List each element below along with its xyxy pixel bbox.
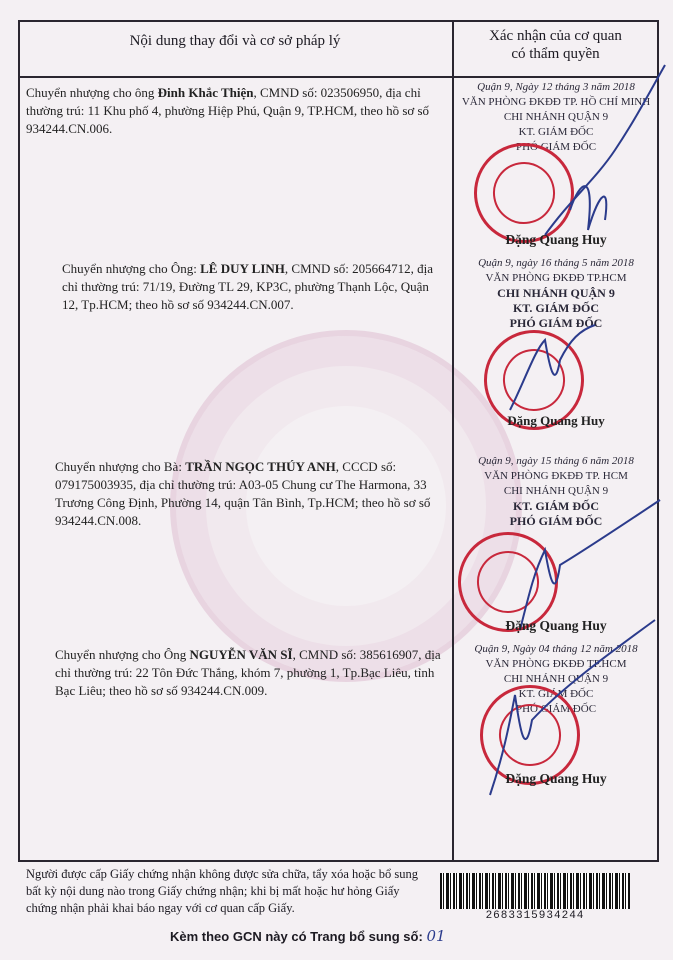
header-confirm-line1: Xác nhận của cơ quan [489,28,622,44]
entry-4-name: NGUYỄN VĂN SĨ [189,647,293,662]
header-content-column: Nội dung thay đổi và cơ sở pháp lý [129,33,341,49]
entry-2-signer: Đặng Quang Huy [507,413,605,428]
entry-1-name: Đinh Khắc Thiện [157,85,254,100]
supplement-page-line [170,927,446,945]
entry-1-signer: Đặng Quang Huy [505,232,607,247]
entry-3-signer: Đặng Quang Huy [505,618,607,633]
entry-4-signer: Đặng Quang Huy [505,771,607,786]
supplement-label: Kèm theo GCN này có Trang bổ sung số: [170,929,423,944]
entry-1-text: Chuyển nhượng cho ông Đinh Khắc Thiện, CMND số: 023506950, địa chỉ thường trú: 11 Khu phố 4, phường Hiệp Phú, Quận 9, TP.HCM, theo hồ sơ số 934244.CN.006. [26,85,430,136]
barcode [440,873,630,909]
barcode-number: 2683315934244 [485,910,585,922]
usage-note: Người được cấp Giấy chứng nhận không được sửa chữa, tẩy xóa hoặc bổ sung bất kỳ nội dung nào trong Giấy chứng nhận; khi bị mất hoặc hư hỏng Giấy chứng nhận phải khai báo ngay với cơ quan cấp Giấy. [26,867,418,915]
signature-1 [540,60,670,250]
header-confirm-column [454,27,657,63]
column-divider [452,20,454,860]
signature-2 [500,300,600,420]
entry-1-confirmation: Quận 9, Ngày 12 tháng 3 năm 2018 VĂN PHÒNG ĐKĐĐ TP. HỒ CHÍ MINH CHI NHÁNH QUẬN 9 KT. GIÁM ĐỐC PHÓ GIÁM ĐỐC [461,81,651,153]
entry-3-text: Chuyển nhượng cho Bà: TRẦN NGỌC THÚY ANH, CCCD số: 079175003935, địa chỉ thường trú: A03-05 Chung cư The Harmona, 33 Trương Công Định, Phường 14, quận Tân Bình, Tp.HCM; theo hồ sơ số 934244.CN.008. [55,459,431,528]
supplement-number: 01 [426,927,446,945]
entry-3-name: TRẦN NGỌC THÚY ANH [185,459,336,474]
entry-2-text: Chuyển nhượng cho Ông: LÊ DUY LINH, CMND số: 205664712, địa chỉ thường trú: 71/19, Đường TL 29, KP3C, phường Thạnh Lộc, Quận 12, Tp.HCM; theo hồ sơ số 934244.CN.007. [62,261,433,312]
entry-3-confirmation: Quận 9, ngày 15 tháng 6 năm 2018 VĂN PHÒNG ĐKĐĐ TP. HCM CHI NHÁNH QUẬN 9 KT. GIÁM ĐỐC PHÓ GIÁM ĐỐC [478,455,634,528]
entry-4-text: Chuyển nhượng cho Ông NGUYỄN VĂN SĨ, CMND số: 385616907, địa chỉ thường trú: 22 Tôn Đức Thắng, khóm 7, phường 1, Tp.Bạc Liêu, tỉnh Bạc Liêu; theo hồ sơ số 934244.CN.009. [55,647,441,698]
header-confirm-line2: có thẩm quyền [511,46,600,62]
entry-2-name: LÊ DUY LINH [200,261,285,276]
entry-4-confirmation: Quận 9, Ngày 04 tháng 12 năm 2018 VĂN PHÒNG ĐKĐĐ TP.HCM CHI NHÁNH QUẬN 9 KT. GIÁM ĐỐC PHÓ GIÁM ĐỐC [474,643,638,715]
entry-2-confirmation: Quận 9, ngày 16 tháng 5 năm 2018 VĂN PHÒNG ĐKĐĐ TP.HCM CHI NHÁNH QUẬN 9 KT. GIÁM ĐỐC PHÓ GIÁM ĐỐC [478,257,634,330]
